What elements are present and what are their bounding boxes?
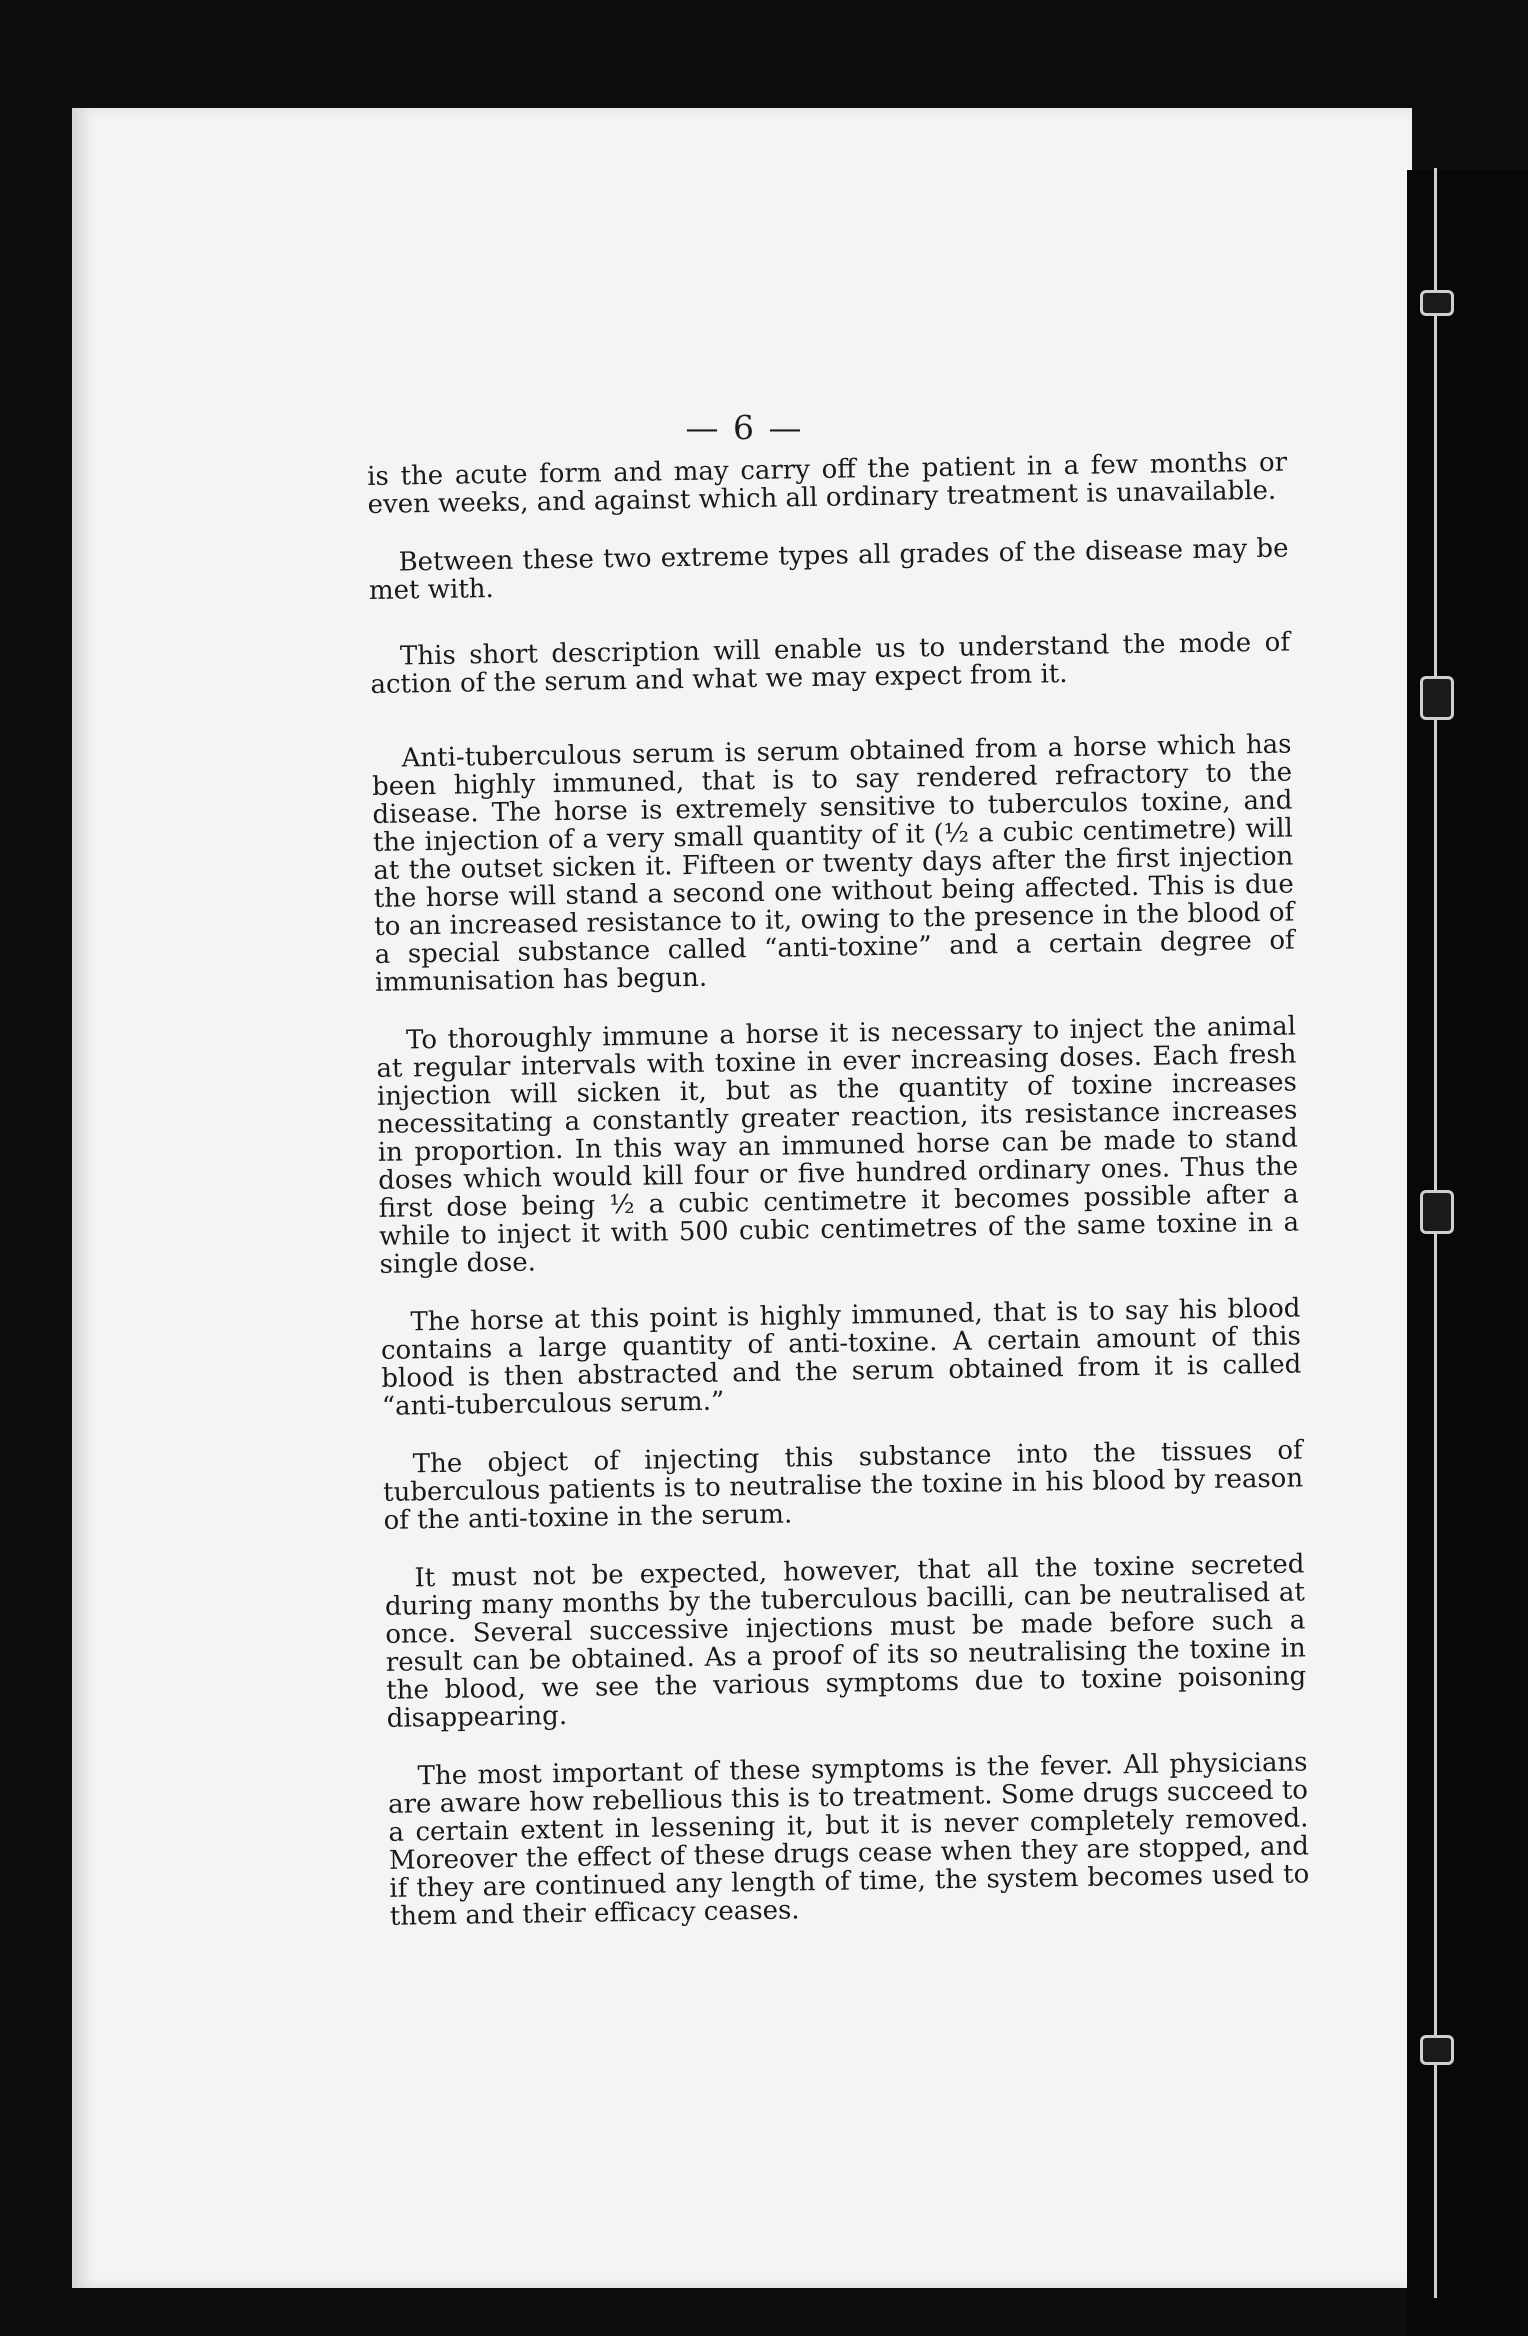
paragraph: To thoroughly immune a horse it is necessary to inject the animal at regular intervals with toxine in ever increasing doses. Each fresh injection will sicken it, but as the quantity of toxine increases necessitating a constantly greater reaction, its resistance increases in proportion. In this way an immuned horse can be made to stand doses which would kill four or five hundred ordinary ones. Thus the first dose being ½ a cubic centimetre it becomes possible after a while to inject it with 500 cubic centimetres of the same toxine in a single dose. — [376, 1011, 1300, 1280]
paragraph: The most important of these symptoms is the fever. All physicians are aware how rebellious this is to treatment. Some drugs succeed to a certain extent in lessening it, but it is never completely removed. Moreover the effect of these drugs cease when they are stopped, and if they are continued any length of time, the system becomes used to them and their efficacy ceases. — [387, 1747, 1310, 1932]
paragraph: is the acute form and may carry off the patient in a few months or even weeks, and against which all ordinary treatment is unavailable. — [366, 447, 1288, 520]
paragraph: It must not be expected, however, that all the toxine secreted during many months by the tuberculous bacilli, can be neutralised at once. Several successive injections must be made before such a result can be obtained. As a proof of its so neutralising the toxine in the blood, we see the various symptoms due to toxine poisoning disappearing. — [384, 1549, 1307, 1734]
paragraph: Between these two extreme types all grades of the disease may be met with. — [368, 533, 1289, 606]
binding-clip-icon — [1420, 676, 1454, 720]
adjacent-page-edge — [1407, 170, 1528, 2336]
paragraph: This short description will enable us to understand the mode of action of the serum and what we may expect from it. — [370, 627, 1291, 700]
paragraph: Anti-tuberculous serum is serum obtained from a horse which has been highly immuned, that is to say rendered refractory to the disease. The horse is extremely sensitive to tuberculos toxine, and the injection of a very small quantity of it (½ a cubic centimetre) will at the outset sicken it. Fifteen or twenty days after the first injection the horse will stand a second one without being affected. This is due to an increased resistance to it, owing to the presence in the blood of a special substance called “anti-toxine” and a certain degree of immunisation has begun. — [371, 729, 1295, 998]
text-body — [367, 449, 1310, 1961]
paragraph: The horse at this point is highly immuned, that is to say his blood contains a large quantity of anti-toxine. A certain amount of this blood is then abstracted and the serum obtained from it is called “anti-tuberculous serum.” — [380, 1293, 1302, 1422]
document-page — [72, 108, 1412, 2288]
binding-clip-icon — [1420, 290, 1454, 316]
binding-clip-icon — [1420, 2035, 1454, 2065]
binding-clip-icon — [1420, 1190, 1454, 1234]
page-number: — 6 — — [685, 408, 804, 447]
paragraph: The object of injecting this substance into the tissues of tuberculous patients is to neutralise the toxine in his blood by reason of the anti-toxine in the serum. — [382, 1435, 1304, 1536]
